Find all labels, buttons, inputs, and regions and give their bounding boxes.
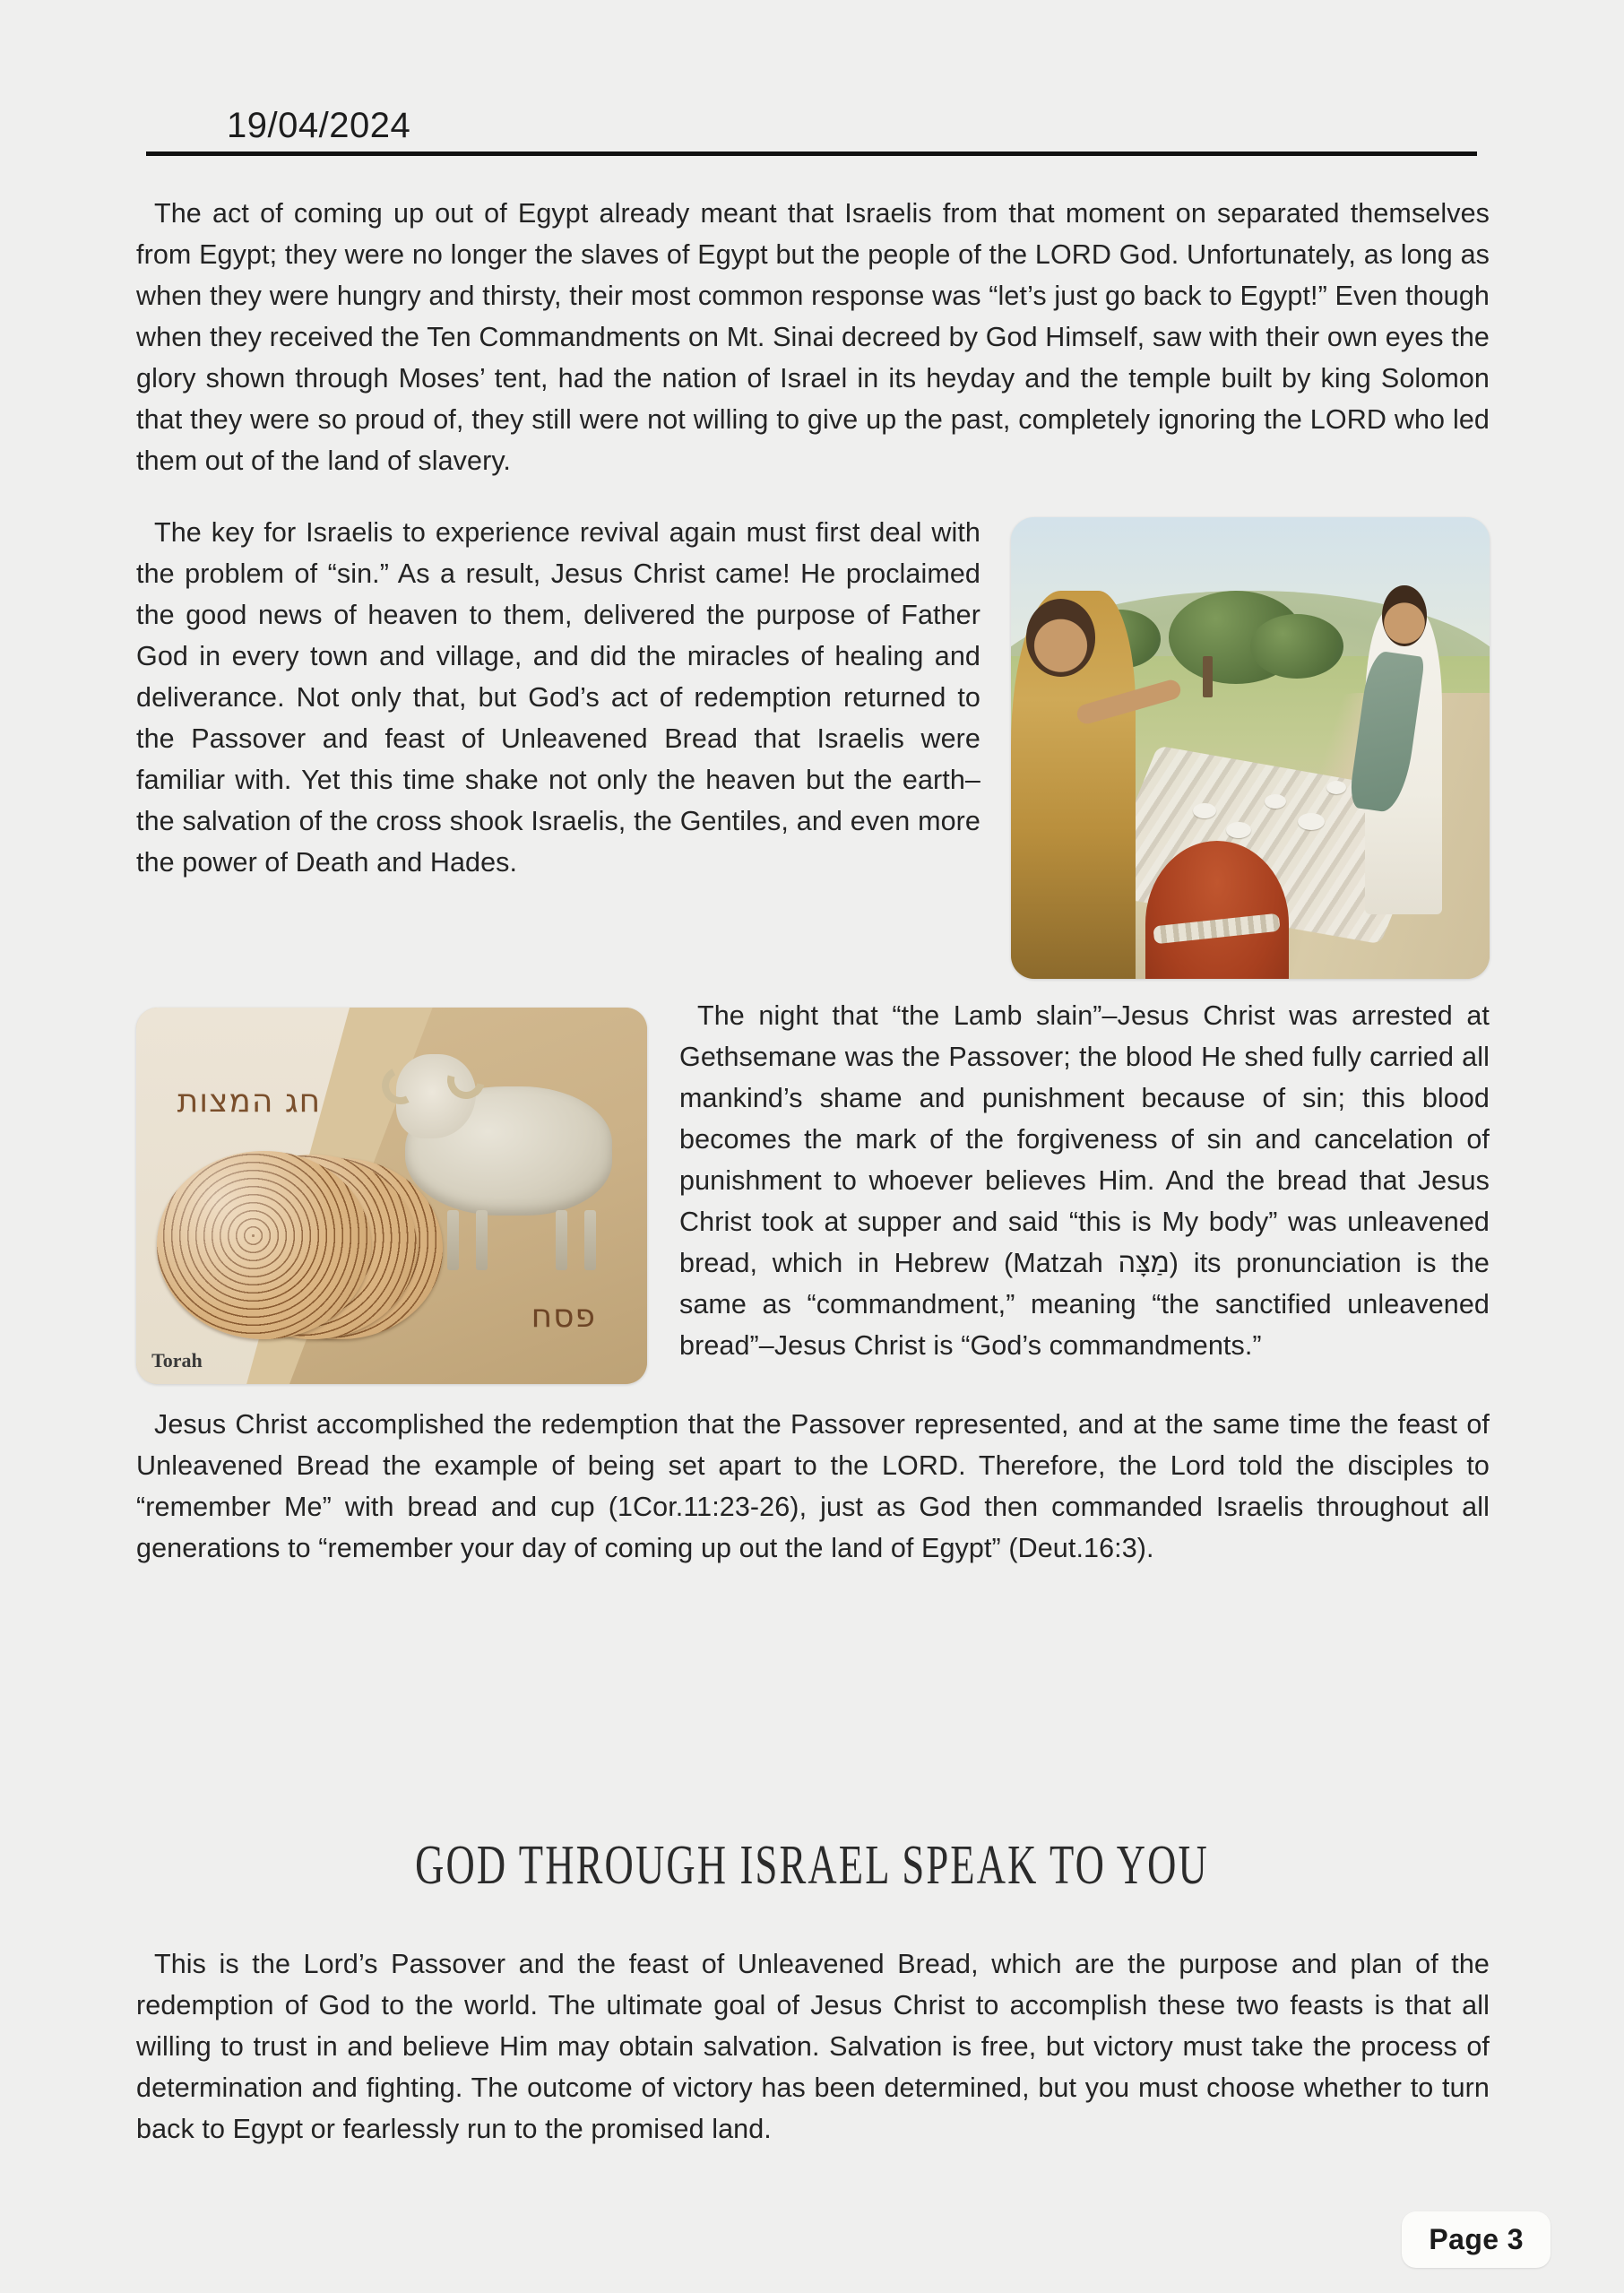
feast-card-illustration: [136, 1008, 647, 1384]
sheep-icon: [1298, 813, 1325, 830]
sheep-icon: [1226, 822, 1251, 838]
float-clear: [136, 1397, 1490, 1404]
section-heading: GOD THROUGH ISRAEL SPEAK TO YOU: [415, 1835, 1209, 1896]
head-wrap-band: [1153, 913, 1280, 945]
torah-watermark: Torah: [151, 1349, 203, 1372]
matzah-icon: [157, 1151, 371, 1339]
ram-leg: [556, 1210, 567, 1270]
page-header: [146, 106, 1477, 156]
tree-trunk: [1203, 656, 1213, 697]
article-body: [136, 193, 1490, 1599]
header-divider: [146, 151, 1477, 156]
figure-feast-card: [136, 1008, 647, 1384]
sheep-icon: [1326, 781, 1346, 794]
jesus-figure: [1365, 610, 1441, 914]
shepherd-scene-illustration: [1011, 517, 1490, 979]
paragraph-4: Jesus Christ accomplished the redemption that the Passover represented, and at the same time the feast of Unleavened Bread the example of being set apart to the LORD. Therefore, the Lord told the disciples to “remember Me” with bread and cup (1Cor.11:23-26), just as God then commanded Israelis throughout all generations to “remember your day of coming up out the land of Egypt” (Deut.16:3).: [136, 1409, 1490, 1563]
paragraph-3: The night that “the Lamb slain”–Jesus Christ was arrested at Gethsemane was the Passover; the blood He shed fully carried all mankind’s shame and punishment because of sin; this blood becomes the mark of the forgiveness of sin and cancelation of punishment to whoever believes Him. And the bread that Jesus Christ took at supper and said “this is My body” was unleavened bread, which in Hebrew (Matzah מַצָּה) its pronunciation is the same as “commandment,” meaning “the sanctified unleavened bread”–Jesus Christ is “God’s commandments.”: [679, 1000, 1490, 1361]
paragraph-5: This is the Lord’s Passover and the feast of Unleavened Bread, which are the purpose and plan of the redemption of God to the world. The ultimate goal of Jesus Christ to accomplish these two feasts is that all willing to trust in and believe Him may obtain salvation. Salvation is free, but victory must take the process of determination and fighting. The outcome of victory has been determined, but you must choose whether to turn back to Egypt or fearlessly run to the promised land.: [136, 1949, 1490, 2144]
figure-head: [1026, 599, 1096, 677]
ram-leg: [447, 1210, 459, 1270]
hebrew-label-unleavened-bread: חג המצות: [177, 1083, 322, 1120]
tree-icon: [1250, 614, 1343, 679]
hebrew-label-passover: פסח: [531, 1298, 596, 1336]
paragraph-1: The act of coming up out of Egypt already meant that Israelis from that moment on separated themselves from Egypt; they were no longer the slaves of Egypt but the people of the LORD God. Unfortunately, as long as when they were hungry and thirsty, their most common response was “let’s just go back to Egypt!” Even though when they received the Ten Commandments on Mt. Sinai decreed by God Himself, saw with their own eyes the glory shown through Moses’ tent, had the nation of Israel in its heyday and the temple built by king Solomon that they were so proud of, they still were not willing to give up the past, completely ignoring the LORD who led them out of the land of slavery.: [136, 198, 1490, 476]
header-date: 19/04/2024: [227, 106, 411, 145]
closing-section: [136, 1943, 1490, 2180]
paragraph-2: The key for Israelis to experience revival again must first deal with the problem of “sin.” As a result, Jesus Christ came! He proclaimed the good news of heaven to them, delivered the purpose of Father God in every town and village, and did the miracles of healing and deliverance. Not only that, but God’s act of redemption returned to the Passover and feast of Unleavened Bread that Israelis were familiar with. Yet this time shake not only the heaven but the earth–the salvation of the cross shook Israelis, the Gentiles, and even more the power of Death and Hades.: [136, 517, 980, 878]
john-the-baptist-figure: [1011, 591, 1136, 979]
page-number-badge: Page 3: [1402, 2211, 1551, 2268]
ram-leg: [584, 1210, 596, 1270]
ram-leg: [476, 1210, 488, 1270]
figure-shepherd-scene: [1011, 517, 1490, 979]
figure-head: [1382, 585, 1427, 646]
ram-icon: [386, 1042, 621, 1290]
sheep-icon: [1265, 794, 1286, 809]
